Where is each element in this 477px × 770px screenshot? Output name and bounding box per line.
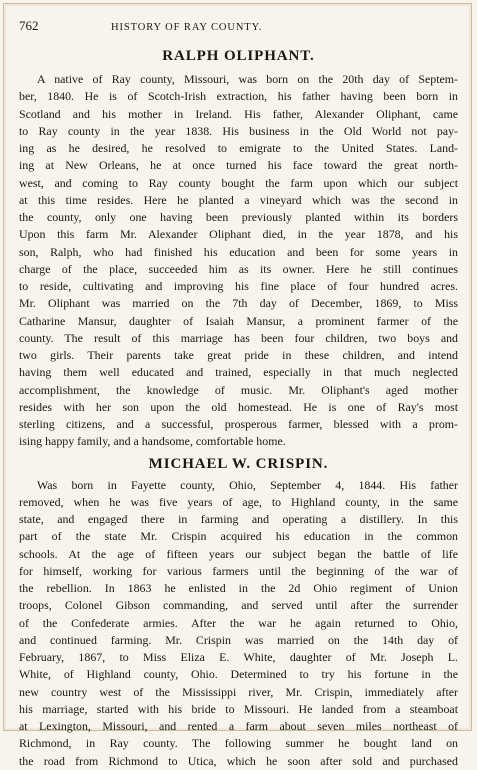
text-line: ing as he desired, he resolved to emigrate to the United States. Land-: [19, 141, 458, 155]
text-line: Richmond, in Ray county. The following summer he bought land on: [19, 736, 458, 751]
text-line: Upon this farm Mr. Alexander Oliphant died, in the year 1878, and his: [19, 227, 458, 242]
text-line: ing at New Orleans, he at once turned his face toward the great north-: [19, 158, 458, 173]
text-line: the county, only one having been previously planted within its borders: [19, 210, 458, 224]
text-line: Scotland and his mother in Ireland. His father, Alexander Oliphant, came: [19, 106, 458, 121]
text-line: of the Confederate armies. After the war he again returned to Ohio,: [19, 615, 458, 630]
text-line: west, and coming to Ray county bought the farm upon which our subject: [19, 175, 458, 190]
text-line: sterling citizens, and a successful, prosperous farmer, blessed with a prom-: [19, 417, 458, 431]
text-line: the road from Richmond to Utica, which he soon after sold and purchased: [19, 753, 458, 768]
section-title: RALPH OLIPHANT.: [162, 48, 315, 64]
text-line: February, 1867, to Miss Eliza E. White, daughter of Mr. Joseph L.: [19, 650, 458, 664]
biography-text: [19, 71, 458, 451]
text-line: county. The result of this marriage has been four children, two boys and: [19, 330, 458, 345]
text-line: removed, when he was five years of age, to Highland county, in the same: [19, 494, 458, 509]
text-line: new country west of the Mississippi river, Mr. Crispin, immediately after: [19, 684, 458, 699]
text-line: Was born in Fayette county, Ohio, September 4, 1844. His father: [37, 477, 458, 492]
text-line: accomplishment, the knowledge of music. Mr. Oliphant's aged mother: [19, 382, 458, 397]
biography-ralph-oliphant: [19, 47, 458, 451]
text-line: Catharine Mansur, daughter of Isaiah Mansur, a prominent farmer of the: [19, 313, 458, 328]
text-line: two girls. Their parents take great pride in these children, and intend: [19, 348, 458, 362]
text-line: to reside, cultivating and improving his fine place of four hundred acres.: [19, 279, 458, 293]
text-line: at Lexington, Missouri, and rented a farm about seven miles northeast of: [19, 719, 458, 733]
text-line: charge of the place, succeeded him as its owner. Here he still continues: [19, 261, 458, 276]
text-line: having them well educated and trained, especially in that much neglected: [19, 365, 458, 380]
page-number: 762: [19, 18, 39, 33]
text-line: to Ray county in the year 1838. His business in the Old World not pay-: [19, 123, 458, 138]
text-line: schools. At the age of fifteen years our subject began the battle of life: [19, 546, 458, 561]
biography-michael-w-crispin: [19, 455, 458, 770]
text-line: the rebellion. In 1863 he enlisted in the 2d Ohio regiment of Union: [19, 581, 458, 595]
text-line: resides with her son upon the old homestead. He is one of Ray's most: [19, 399, 458, 414]
text-line: A native of Ray county, Missouri, was born on the 20th day of Septem-: [37, 72, 458, 86]
book-page: [19, 18, 458, 768]
text-line: ber, 1840. He is of Scotch-Irish extraction, his father having been born in: [19, 89, 458, 104]
text-line: ising happy family, and a handsome, comfortable home.: [19, 434, 286, 449]
text-line: and continued farming. Mr. Crispin was married on the 14th day of: [19, 632, 458, 647]
running-title: HISTORY OF RAY COUNTY.: [111, 22, 263, 33]
text-line: son, Ralph, who had finished his education and been for some years in: [19, 244, 458, 259]
text-line: for himself, working for various farmers until the beginning of the war of: [19, 563, 458, 578]
text-line: state, and engaged there in farming and operating a distillery. In this: [19, 512, 458, 526]
text-line: White, of Highland county, Ohio. Determined to try his fortune in the: [19, 667, 458, 682]
text-line: at this time resides. Here he planted a vineyard which was the second in: [19, 192, 458, 207]
text-line: part of the state Mr. Crispin acquired his education in the common: [19, 529, 458, 544]
text-line: troops, Colonel Gibson commanding, and served until after the surrender: [19, 598, 458, 613]
text-line: Mr. Oliphant was married on the 7th day of December, 1869, to Miss: [19, 296, 458, 311]
running-header: [19, 18, 458, 34]
section-title: MICHAEL W. CRISPIN.: [148, 455, 329, 472]
text-line: his marriage, started with his bride to Missouri. He landed from a steamboat: [19, 701, 458, 716]
biography-text: [19, 477, 458, 770]
